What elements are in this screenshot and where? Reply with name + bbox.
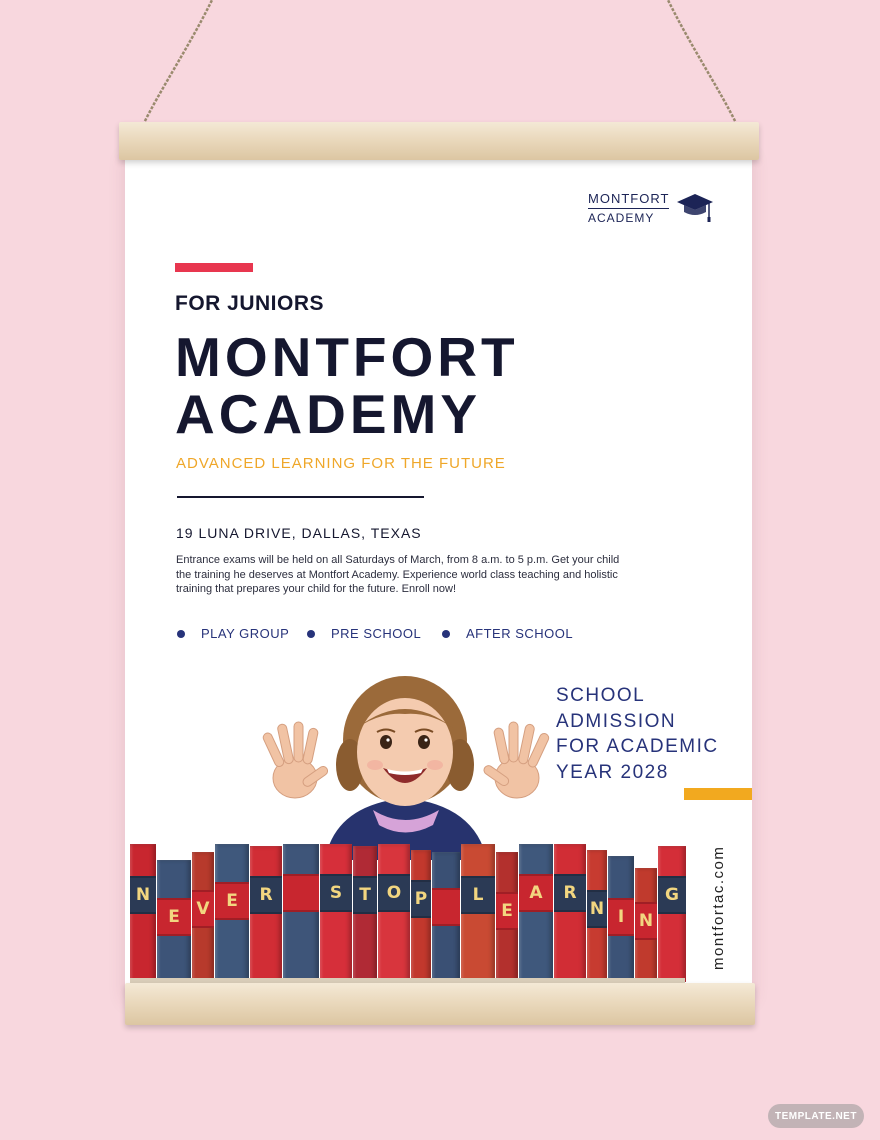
book-shelf [130, 842, 685, 982]
book-letter: E [157, 898, 191, 936]
book-spine [411, 850, 431, 982]
template-watermark: TEMPLATE.NET [768, 1104, 864, 1128]
bullet-dot-icon [442, 630, 450, 638]
program-pre-school [307, 626, 421, 641]
book-spine [432, 852, 460, 982]
book-letter: R [554, 874, 586, 912]
bullet-dot-icon [177, 630, 185, 638]
book-spine [130, 844, 156, 982]
bullet-dot-icon [307, 630, 315, 638]
logo-line1: MONTFORT [588, 191, 669, 209]
book-spine [461, 844, 495, 982]
admission-line4: YEAR 2028 [556, 761, 669, 783]
book-letter [283, 874, 319, 912]
book-spine [283, 844, 319, 982]
kicker-text: FOR JUNIORS [175, 292, 325, 315]
book-spine [320, 844, 352, 982]
book-letter: L [461, 876, 495, 914]
top-wooden-rod [119, 122, 759, 160]
admission-line2: ADMISSION [556, 710, 677, 732]
book-letter: S [320, 874, 352, 912]
book-spine [587, 850, 607, 982]
book-spine [635, 868, 657, 982]
book-letter: I [608, 898, 634, 936]
program-label: PLAY GROUP [201, 626, 290, 641]
program-label: PRE SCHOOL [331, 626, 422, 641]
description-text: Entrance exams will be held on all Saturdays of March, from 8 a.m. to 5 p.m. Get your child the training he deserves at Montfort Academy. Experience world class teaching and holistic training that prepares your child for the future. Enroll now! [176, 554, 620, 595]
poster [125, 150, 752, 995]
book-letter: N [130, 876, 156, 914]
book-spine [215, 844, 249, 982]
program-label: AFTER SCHOOL [466, 626, 574, 641]
admission-line1: SCHOOL [556, 685, 646, 706]
hanging-twine [0, 0, 880, 140]
book-spine [250, 846, 282, 982]
address: 19 LUNA DRIVE, DALLAS, TEXAS [176, 525, 422, 541]
title-line2: ACADEMY [175, 383, 482, 445]
divider-line [177, 496, 424, 498]
program-play-group [177, 626, 289, 641]
bottom-wooden-rod [125, 983, 755, 1025]
book-spine [658, 846, 686, 982]
admission-line3: FOR ACADEMIC [556, 736, 719, 757]
tagline: ADVANCED LEARNING FOR THE FUTURE [176, 455, 506, 472]
book-spine [378, 844, 410, 982]
red-accent-bar [175, 263, 253, 272]
book-letter: V [192, 890, 214, 928]
book-letter: E [215, 882, 249, 920]
program-after-school [442, 626, 573, 641]
admission-text [556, 683, 746, 785]
child-illustration [255, 670, 555, 860]
book-spine [496, 852, 518, 982]
logo-line2: ACADEMY [588, 211, 655, 225]
book-spine [608, 856, 634, 982]
book-spine [353, 846, 377, 982]
book-letter: T [353, 876, 377, 914]
book-spine [519, 844, 553, 982]
book-letter: O [378, 874, 410, 912]
yellow-accent-bar [684, 788, 752, 800]
book-letter [432, 888, 460, 926]
book-letter: N [635, 902, 657, 940]
book-letter: P [411, 880, 431, 918]
graduation-cap-icon [675, 190, 715, 224]
book-spine [157, 860, 191, 982]
title-line1: MONTFORT [175, 326, 519, 388]
book-spine [554, 844, 586, 982]
book-letter: N [587, 890, 607, 928]
book-spine [192, 852, 214, 982]
book-letter: E [496, 892, 518, 930]
book-letter: G [658, 876, 686, 914]
book-letter: R [250, 876, 282, 914]
website-url: montfortac.com [710, 845, 727, 970]
book-letter: A [519, 874, 553, 912]
